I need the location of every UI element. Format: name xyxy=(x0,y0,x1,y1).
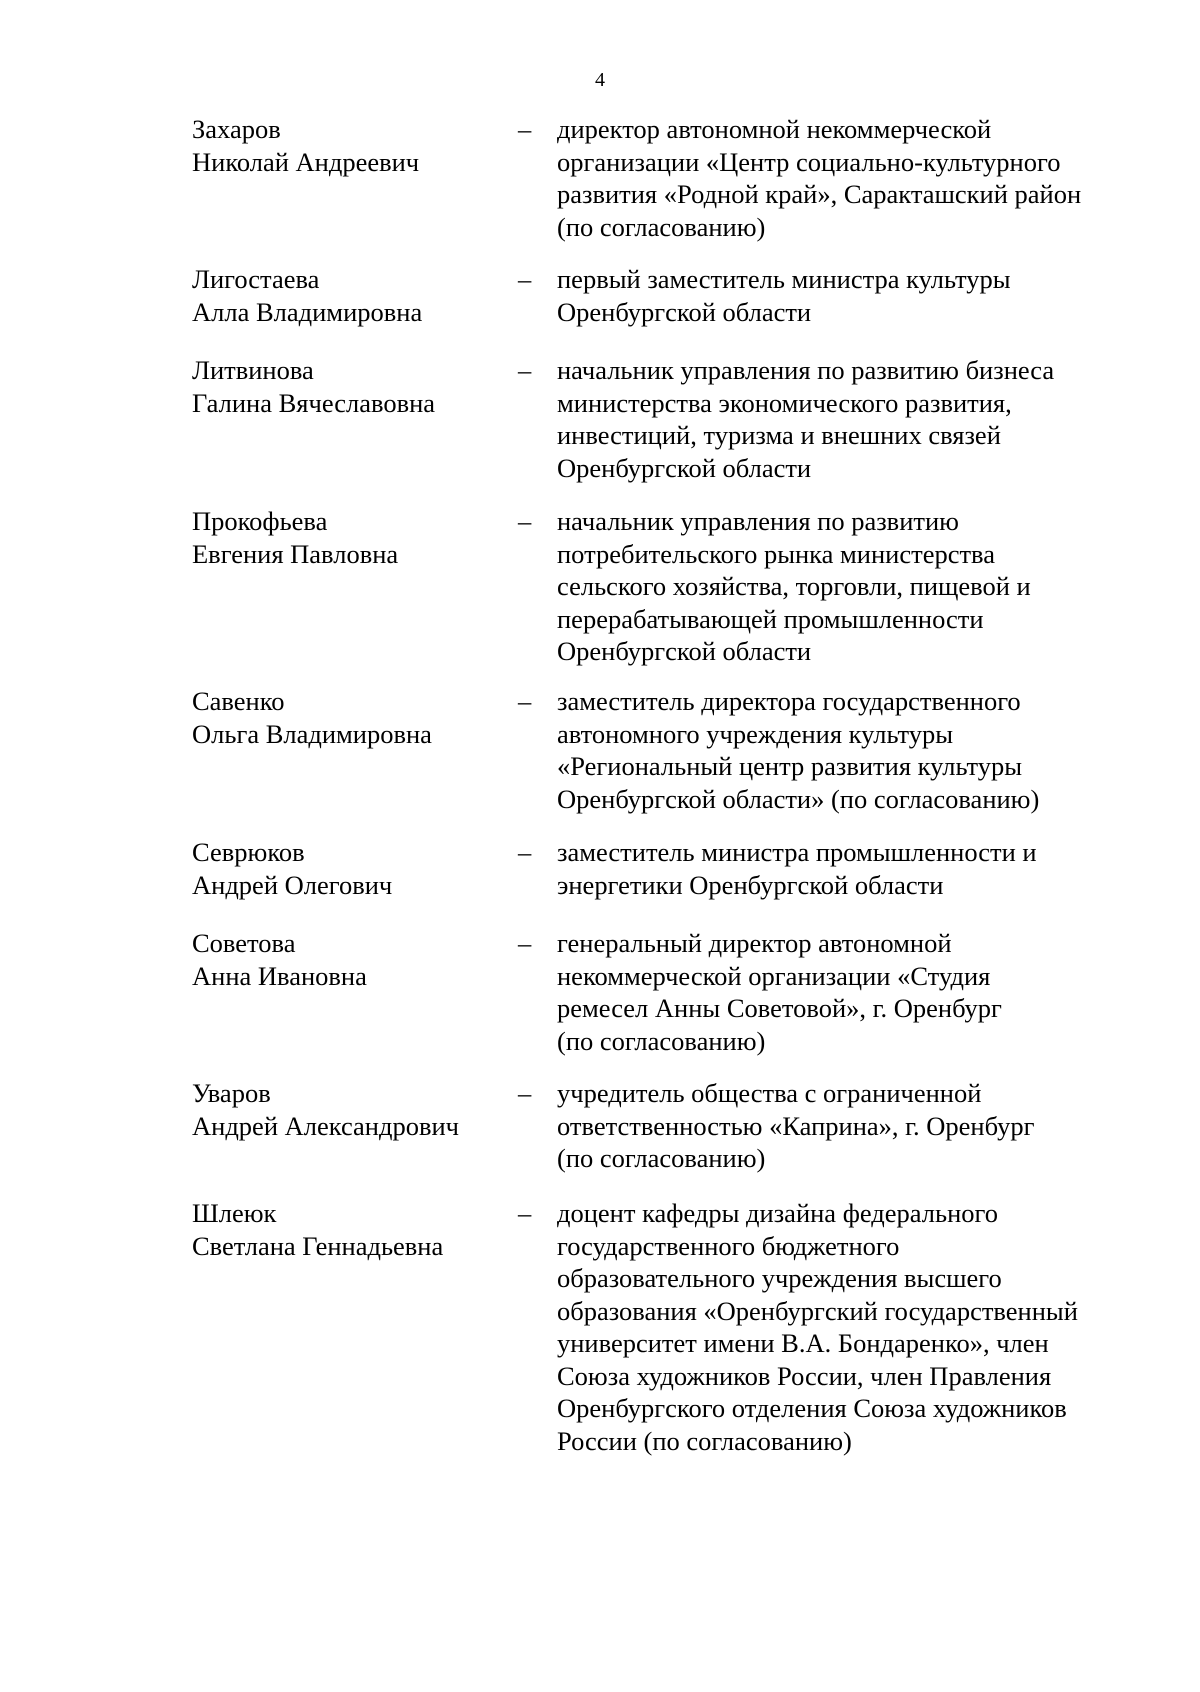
position-line: первый заместитель министра культуры xyxy=(557,264,1011,294)
member-dash: – xyxy=(518,837,532,867)
member-given-names: Николай Андреевич xyxy=(192,146,420,177)
member-given-names: Евгения Павловна xyxy=(192,538,399,569)
member-position xyxy=(557,1077,1137,1175)
position-line: директор автономной некоммерческой xyxy=(557,114,992,144)
position-line: «Региональный центр развития культуры xyxy=(557,751,1023,781)
member-surname: Савенко xyxy=(192,686,285,716)
member-position xyxy=(557,354,1137,484)
member-name xyxy=(192,1077,512,1142)
position-line: (по согласованию) xyxy=(557,1143,766,1173)
position-line: государственного бюджетного xyxy=(557,1230,900,1261)
position-line: ответственностью «Каприна», г. Оренбург xyxy=(557,1110,1035,1141)
position-line: автономного учреждения культуры xyxy=(557,718,954,749)
member-given-names: Андрей Александрович xyxy=(192,1110,459,1141)
member-surname: Уваров xyxy=(192,1078,271,1108)
position-line: Оренбургского отделения Союза художников xyxy=(557,1393,1067,1423)
member-dash: – xyxy=(518,506,532,536)
member-dash: – xyxy=(518,928,532,958)
member-surname: Севрюков xyxy=(192,837,305,867)
position-line: доцент кафедры дизайна федерального xyxy=(557,1198,998,1228)
position-line: Оренбургской области xyxy=(557,452,812,483)
member-dash: – xyxy=(518,264,532,294)
position-line: генеральный директор автономной xyxy=(557,928,952,958)
member-given-names: Анна Ивановна xyxy=(192,960,367,991)
position-line: министерства экономического развития, xyxy=(557,387,1012,418)
position-line: инвестиций, туризма и внешних связей xyxy=(557,420,1001,450)
position-line: (по согласованию) xyxy=(557,211,766,242)
position-line: развития «Родной край», Саракташский район xyxy=(557,179,1082,209)
member-name xyxy=(192,685,512,750)
member-given-names: Галина Вячеславовна xyxy=(192,387,436,418)
member-dash: – xyxy=(518,114,532,144)
member-name xyxy=(192,1197,512,1262)
member-given-names: Алла Владимировна xyxy=(192,296,423,327)
member-surname: Литвинова xyxy=(192,355,314,385)
position-line: университет имени В.А. Бондаренко», член xyxy=(557,1328,1049,1358)
member-surname: Советова xyxy=(192,928,296,958)
member-surname: Захаров xyxy=(192,114,281,144)
member-name xyxy=(192,927,512,992)
member-dash: – xyxy=(518,1078,532,1108)
position-line: начальник управления по развитию бизнеса xyxy=(557,355,1055,385)
member-position xyxy=(557,505,1137,668)
member-name xyxy=(192,113,512,178)
position-line: потребительского рынка министерства xyxy=(557,538,995,569)
position-line: заместитель министра промышленности и xyxy=(557,837,1037,867)
position-line: сельского хозяйства, торговли, пищевой и xyxy=(557,571,1031,601)
member-position xyxy=(557,836,1137,901)
position-line: Оренбургской области» (по согласованию) xyxy=(557,783,1040,814)
position-line: организации «Центр социально-культурного xyxy=(557,146,1061,177)
member-position xyxy=(557,685,1137,815)
member-surname: Прокофьева xyxy=(192,506,328,536)
position-line: образовательного учреждения высшего xyxy=(557,1263,1002,1293)
position-line: энергетики Оренбургской области xyxy=(557,869,944,900)
member-given-names: Светлана Геннадьевна xyxy=(192,1230,444,1261)
member-name xyxy=(192,354,512,419)
member-position xyxy=(557,1197,1137,1457)
position-line: Союза художников России, член Правления xyxy=(557,1360,1052,1391)
position-line: ремесел Анны Советовой», г. Оренбург xyxy=(557,993,1002,1023)
position-line: России (по согласованию) xyxy=(557,1425,852,1456)
member-given-names: Андрей Олегович xyxy=(192,869,393,900)
position-line: Оренбургской области xyxy=(557,636,812,666)
position-line: (по согласованию) xyxy=(557,1025,766,1056)
member-name xyxy=(192,836,512,901)
position-line: Оренбургской области xyxy=(557,296,812,327)
member-position xyxy=(557,113,1137,243)
position-line: начальник управления по развитию xyxy=(557,506,959,536)
position-line: заместитель директора государственного xyxy=(557,686,1021,716)
position-line: учредитель общества с ограниченной xyxy=(557,1078,982,1108)
position-line: образования «Оренбургский государственный xyxy=(557,1295,1078,1326)
member-dash: – xyxy=(518,1198,532,1228)
member-given-names: Ольга Владимировна xyxy=(192,718,432,749)
position-line: перерабатывающей промышленности xyxy=(557,603,984,634)
page-number: 4 xyxy=(595,69,605,91)
member-name xyxy=(192,505,512,570)
member-position xyxy=(557,263,1137,328)
member-position xyxy=(557,927,1137,1057)
member-surname: Шлеюк xyxy=(192,1198,277,1228)
member-surname: Лигостаева xyxy=(192,264,320,294)
member-dash: – xyxy=(518,355,532,385)
member-dash: – xyxy=(518,686,532,716)
position-line: некоммерческой организации «Студия xyxy=(557,960,991,991)
member-name xyxy=(192,263,512,328)
